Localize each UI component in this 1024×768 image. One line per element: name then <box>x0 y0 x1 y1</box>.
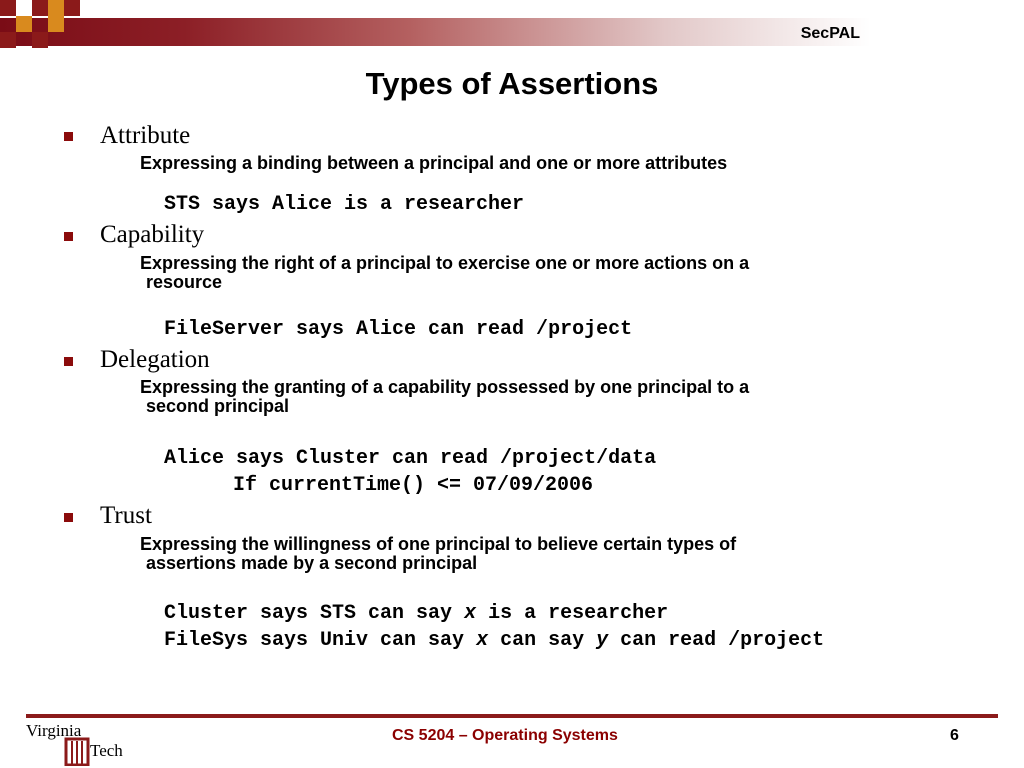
section-description <box>140 154 940 173</box>
decorative-square <box>48 16 64 32</box>
code-example <box>164 629 824 652</box>
section-description <box>140 254 940 292</box>
code-text: FileSys says Univ can say <box>164 629 477 652</box>
section-label-delegation: Delegation <box>100 346 210 373</box>
code-example: If currentTime() <= 07/09/2006 <box>233 474 594 497</box>
code-example: Alice says Cluster can read /project/data <box>164 447 657 470</box>
code-text: can read /project <box>608 629 825 652</box>
section-label-capability: Capability <box>100 221 205 248</box>
decorative-square <box>16 16 32 32</box>
section-label-attribute: Attribute <box>100 122 191 149</box>
code-text: can say <box>488 629 597 652</box>
description-line: resource <box>146 272 223 292</box>
decorative-square <box>64 0 80 16</box>
code-example: FileServer says Alice can read /project <box>164 318 633 341</box>
description-line: Expressing the granting of a capability possessed by one principal to a <box>140 377 750 397</box>
bullet-icon <box>64 132 73 141</box>
decorative-square <box>0 32 16 48</box>
page-number: 6 <box>950 727 959 744</box>
bullet-icon <box>64 232 73 241</box>
slide-title: Types of Assertions <box>365 66 659 101</box>
description-line: second principal <box>146 396 290 416</box>
decorative-square <box>48 0 64 16</box>
bullet-icon <box>64 513 73 522</box>
code-example: STS says Alice is a researcher <box>164 193 525 216</box>
logo-text-top: Virginia <box>26 721 82 740</box>
description-line: Expressing the right of a principal to exercise one or more actions on a <box>140 253 750 273</box>
decorative-square <box>32 0 48 16</box>
decorative-square <box>32 32 48 48</box>
code-variable: x <box>464 602 477 625</box>
section-description <box>140 535 940 573</box>
code-variable: y <box>596 629 609 652</box>
virginia-tech-logo <box>24 720 144 766</box>
code-text: Cluster says STS can say <box>164 602 465 625</box>
code-example <box>164 602 668 625</box>
logo-text-bottom: Tech <box>90 741 123 760</box>
description-line: assertions made by a second principal <box>146 553 478 573</box>
code-variable: x <box>476 629 489 652</box>
header-band <box>0 18 1024 46</box>
bullet-icon <box>64 357 73 366</box>
section-description <box>140 378 940 416</box>
description-line: Expressing the willingness of one principal to believe certain types of <box>140 534 737 554</box>
section-label-trust: Trust <box>100 502 152 529</box>
header-title: SecPAL <box>800 25 860 42</box>
footer-course-name: CS 5204 – Operating Systems <box>392 727 618 744</box>
decorative-square <box>0 0 16 16</box>
description-line: Expressing a binding between a principal and one or more attributes <box>140 153 728 173</box>
footer-divider <box>26 714 998 718</box>
code-text: is a researcher <box>476 602 669 625</box>
